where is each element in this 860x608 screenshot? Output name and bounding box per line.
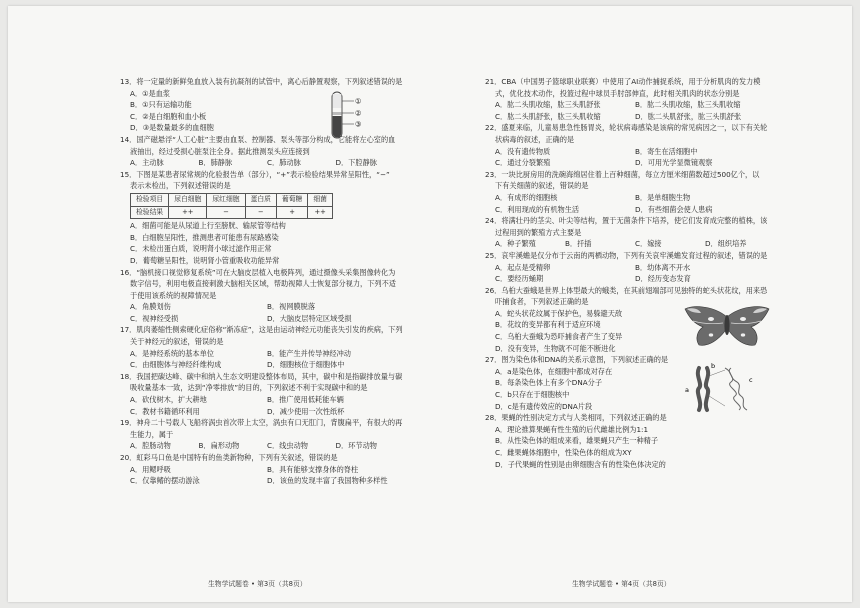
option-c: C．线虫动物 bbox=[267, 441, 308, 451]
option-c: C．嫁接 bbox=[635, 239, 662, 249]
option-a: A．种子繁殖 bbox=[495, 239, 536, 249]
question-16 bbox=[120, 267, 404, 325]
option-c: C．雌果蝇体细胞中，性染色体的组成为XY bbox=[495, 448, 632, 457]
option-d: D．该鱼的发现丰富了我国物种多样性 bbox=[267, 476, 388, 486]
option-a: A．①是血浆 bbox=[130, 88, 171, 98]
label-a: a bbox=[685, 386, 689, 395]
option-d: D．环节动物 bbox=[335, 441, 377, 451]
options bbox=[485, 424, 775, 470]
question-stem: 18．我国把碳达峰、碳中和纳入生态文明建设整体布局，其中，碳中和是指碳排放量与碳 bbox=[120, 371, 403, 381]
options bbox=[120, 464, 404, 487]
question-stem: 28．果蝇的性别决定方式与人类相同，下列叙述正确的是 bbox=[485, 413, 667, 423]
option-a: A．腔肠动物 bbox=[130, 441, 171, 451]
option-d: D．有些细菌会使人患病 bbox=[635, 204, 713, 214]
option-a: A．有成形的细胞核 bbox=[495, 192, 558, 202]
option-a: A．是神经系统的基本单位 bbox=[130, 348, 214, 358]
option-b: B．扁形动物 bbox=[198, 441, 240, 451]
question-stem-cont: 关于神经元的叙述，错误的是 bbox=[130, 337, 224, 347]
table-cell: 葡萄糖 bbox=[276, 193, 307, 206]
question-stem: 25．哀牢溪蟾是仅分布于云南的两栖动物，下列有关哀牢溪蟾发育过程的叙述，错误的是 bbox=[485, 250, 768, 260]
table-cell: 检验结果 bbox=[131, 206, 169, 219]
question-stem: 21．CBA（中国男子篮球职业联赛）中使用了AI动作捕捉系统，用于分析肌肉的发力模 bbox=[485, 77, 761, 86]
question-stem: 13．将一定量的新鲜兔血放入装有抗凝剂的试管中，离心后静置观察，下列叙述错误的是 bbox=[120, 77, 403, 86]
question-27 bbox=[485, 354, 775, 412]
options bbox=[485, 99, 775, 122]
option-b: B．白细胞呈阳性，推测患者可能患有尿路感染 bbox=[130, 232, 279, 242]
question-stem: 27．图为染色体和DNA的关系示意图，下列叙述正确的是 bbox=[485, 355, 669, 365]
option-d: D．肱二头肌舒张，肱三头肌舒张 bbox=[635, 111, 742, 121]
option-c: C．乌桕大蚕蛾为恐吓捕食者产生了变异 bbox=[495, 332, 623, 342]
options bbox=[485, 192, 775, 215]
option-d: D．组织培养 bbox=[705, 239, 747, 249]
question-19 bbox=[120, 417, 404, 452]
table-cell: 蛋白质 bbox=[245, 193, 276, 206]
option-b: B．幼体离不开水 bbox=[635, 262, 691, 272]
table-header-row bbox=[131, 193, 333, 206]
option-d: D．c是有遗传效应的DNA片段 bbox=[495, 401, 593, 411]
options bbox=[485, 262, 775, 285]
options bbox=[120, 394, 404, 417]
options bbox=[120, 348, 404, 371]
option-c: C．肺动脉 bbox=[267, 158, 301, 168]
question-23 bbox=[485, 169, 775, 215]
option-b: B．能产生并传导神经冲动 bbox=[267, 348, 351, 358]
question-stem: 19．神舟二十号载人飞船将涡虫首次带上太空，涡虫有口无肛门，背腹扁平，有很大的再 bbox=[120, 418, 403, 428]
page-footer-left: 生物学试题卷 • 第3页（共8页） bbox=[208, 580, 307, 588]
question-21 bbox=[485, 76, 775, 122]
question-stem: 23．一块比厨房用的洗碗海绵居住着上百种细菌，每立方厘米细菌数超过500亿个，以 bbox=[485, 169, 760, 179]
option-c: C．肱二头肌舒张，肱三头肌收缩 bbox=[495, 111, 601, 121]
options bbox=[120, 220, 404, 266]
option-c: C．仅靠鳍的摆动游泳 bbox=[130, 476, 200, 486]
moth-figure bbox=[683, 303, 771, 351]
option-d: D．减少使用一次性纸杯 bbox=[267, 406, 345, 416]
option-d: D．葡萄糖呈阳性，说明肾小管重吸收功能异常 bbox=[130, 255, 280, 265]
question-stem-cont: 于使用该系统的视障情况是 bbox=[130, 290, 217, 300]
label-2: ② bbox=[355, 109, 362, 118]
option-b: B．推广使用低耗能车辆 bbox=[267, 395, 344, 405]
option-b: B．花纹的变异都有利于适应环境 bbox=[495, 320, 601, 330]
option-a: A．砍伐树木，扩大耕地 bbox=[130, 395, 207, 405]
exam-sheet bbox=[8, 6, 852, 602]
option-d: D．经历变态发育 bbox=[635, 274, 691, 284]
question-stem: 15．下图是某患者尿常规的化验报告单（部分），“+”表示检验结果异常呈阳性，“−” bbox=[120, 169, 390, 179]
option-a: A．主动脉 bbox=[130, 158, 164, 168]
option-a: A．细菌可能是从尿道上行至膀胱、输尿管等结构 bbox=[130, 221, 286, 231]
option-c: C．b只存在于细胞核中 bbox=[495, 390, 570, 400]
question-stem-cont: 生能力，属于 bbox=[130, 429, 174, 439]
options bbox=[120, 440, 404, 452]
table-cell: − bbox=[207, 206, 245, 219]
option-b: B．从性染色体的组成来看，雄果蝇只产生一种精子 bbox=[495, 436, 659, 446]
question-stem-cont: 下有关细菌的叙述，错误的是 bbox=[495, 181, 589, 191]
option-a: A．用鳃呼吸 bbox=[130, 464, 171, 474]
table-cell: 细菌 bbox=[308, 193, 333, 206]
options bbox=[120, 88, 320, 134]
question-stem-cont: 状病毒的叙述，正确的是 bbox=[495, 134, 575, 144]
option-d: D．下腔静脉 bbox=[335, 158, 377, 168]
question-stem: 22．盛夏来临，儿童易患急性肠胃炎，轮状病毒感染是该病的常见病因之一，以下有关轮 bbox=[485, 123, 768, 133]
question-26 bbox=[485, 285, 775, 355]
option-b: B．视网膜脱落 bbox=[267, 302, 316, 312]
option-d: D．细胞核位于细胞体中 bbox=[267, 360, 345, 370]
question-stem: 14．国产磁悬浮“人工心脏”主要由血泵、控制器、泵头等部分构成，它能将左心室的血 bbox=[120, 134, 396, 144]
question-18 bbox=[120, 371, 404, 417]
chromosome-dna-figure bbox=[681, 362, 761, 414]
page-3 bbox=[120, 76, 404, 487]
question-stem-cont: 表示未检出，下列叙述错误的是 bbox=[130, 181, 231, 191]
option-d: D．子代果蝇的性别是由卵细胞含有的性染色体决定的 bbox=[495, 459, 666, 469]
question-stem-cont: 吓捕食者，下列叙述正确的是 bbox=[495, 297, 589, 307]
option-d: D．③是数量最多的血细胞 bbox=[130, 123, 214, 133]
table-cell: ++ bbox=[308, 206, 333, 219]
option-a: A．起点是受精卵 bbox=[495, 262, 551, 272]
question-stem-cont: 液抽出，经过受损心脏泵注全身。据此推测泵头应连接到 bbox=[130, 146, 310, 156]
option-d: D．大脑皮层特定区域受损 bbox=[267, 313, 352, 323]
option-b: B．扦插 bbox=[565, 239, 592, 249]
options bbox=[485, 238, 775, 250]
label-b: b bbox=[711, 362, 716, 371]
table-cell: + bbox=[276, 206, 307, 219]
option-b: B．肺静脉 bbox=[198, 158, 233, 168]
option-a: A．理论推算果蝇有性生殖的后代雌雄比例为1:1 bbox=[495, 424, 649, 434]
question-stem: 20．虹彩马口鱼是中国特有的鱼类新物种，下列有关叙述，错误的是 bbox=[120, 453, 338, 462]
option-c: C．②是白细胞和血小板 bbox=[130, 111, 207, 121]
table-cell: 尿红细胞 bbox=[207, 193, 245, 206]
option-d: D．可用光学显微镜观察 bbox=[635, 158, 713, 168]
option-a: A．没有遗传物质 bbox=[495, 146, 551, 156]
table-cell: ++ bbox=[169, 206, 207, 219]
options bbox=[485, 146, 775, 169]
option-b: B．具有能够支撑身体的脊柱 bbox=[267, 464, 359, 474]
question-14 bbox=[120, 134, 404, 169]
option-c: C．未检出蛋白质，说明肾小球过滤作用正常 bbox=[130, 244, 272, 254]
options bbox=[120, 157, 404, 169]
option-c: C．通过分裂繁殖 bbox=[495, 158, 551, 168]
option-b: B．肱二头肌收缩，肱三头肌收缩 bbox=[635, 100, 741, 110]
question-stem: 26．乌桕大蚕蛾是世界上体型最大的蛾类，在其前翅端部可见独特的蛇头状花纹，用来恐 bbox=[485, 285, 768, 295]
question-20 bbox=[120, 452, 404, 487]
question-stem-cont: 过程用到的繁殖方式主要是 bbox=[495, 227, 582, 237]
table-cell: − bbox=[245, 206, 276, 219]
option-d: D．没有变异，生物就不可能不断进化 bbox=[495, 343, 616, 353]
question-28 bbox=[485, 412, 775, 470]
label-1: ① bbox=[355, 97, 362, 106]
option-c: C．由细胞体与神经纤维构成 bbox=[130, 360, 222, 370]
question-stem: 24．将满壮丹的茎尖、叶尖等结构，置于无菌条件下培养，使它们发育成完整的植株，该 bbox=[485, 216, 768, 226]
page-footer-right: 生物学试题卷 • 第4页（共8页） bbox=[572, 580, 671, 588]
question-25 bbox=[485, 250, 775, 285]
option-b: B．①只有运输功能 bbox=[130, 100, 192, 110]
option-a: A．角膜划伤 bbox=[130, 302, 171, 312]
options bbox=[120, 301, 404, 324]
question-stem: 17．肌肉萎缩性侧索硬化症俗称“渐冻症”，这是由运动神经元功能丧失引发的疾病，下列 bbox=[120, 325, 403, 335]
question-24 bbox=[485, 215, 775, 250]
table-cell: 检验项目 bbox=[131, 193, 169, 206]
question-stem-cont: 式，优化技术动作，投篮过程中球员手肘部伸直，此时相关肌肉的状态分别是 bbox=[495, 88, 740, 98]
option-c: C．要经历蛹期 bbox=[495, 274, 544, 284]
option-c: C．教材书籍循环利用 bbox=[130, 406, 200, 416]
option-a: A．肱二头肌收缩，肱三头肌舒张 bbox=[495, 100, 601, 110]
option-b: B．寄生在活细胞中 bbox=[635, 146, 698, 156]
question-stem: 16．“脑机接口视觉修复系统”可在大脑皮层植入电极阵列，通过摄像头采集图像转化为 bbox=[120, 267, 396, 277]
option-c: C．利用现成的有机物生活 bbox=[495, 204, 580, 214]
option-b: B．是单细胞生物 bbox=[635, 192, 691, 202]
question-17 bbox=[120, 324, 404, 370]
options bbox=[485, 366, 685, 412]
question-22 bbox=[485, 122, 775, 168]
label-c: c bbox=[749, 376, 753, 385]
urine-test-table bbox=[130, 193, 333, 219]
options bbox=[485, 308, 685, 354]
question-13 bbox=[120, 76, 404, 134]
option-a: A．a是染色体，在细胞中都成对存在 bbox=[495, 366, 613, 376]
option-c: C．视神经受损 bbox=[130, 313, 179, 323]
label-3: ③ bbox=[355, 120, 362, 129]
option-a: A．蛇头状花纹属于保护色，易躲避天敌 bbox=[495, 308, 623, 318]
question-stem-cont: 数字信号，利用电极直接刺激大脑相关区域，帮助视障人士恢复部分视力，下列不适 bbox=[130, 279, 396, 289]
table-row bbox=[131, 206, 333, 219]
question-15 bbox=[120, 169, 404, 267]
question-stem-cont: 吸收量基本一致，达到“净零排放”的目的，下列叙述不利于实现碳中和的是 bbox=[130, 383, 368, 393]
page-4 bbox=[485, 76, 775, 470]
option-b: B．每条染色体上有多个DNA分子 bbox=[495, 378, 603, 388]
table-cell: 尿白细胞 bbox=[169, 193, 207, 206]
